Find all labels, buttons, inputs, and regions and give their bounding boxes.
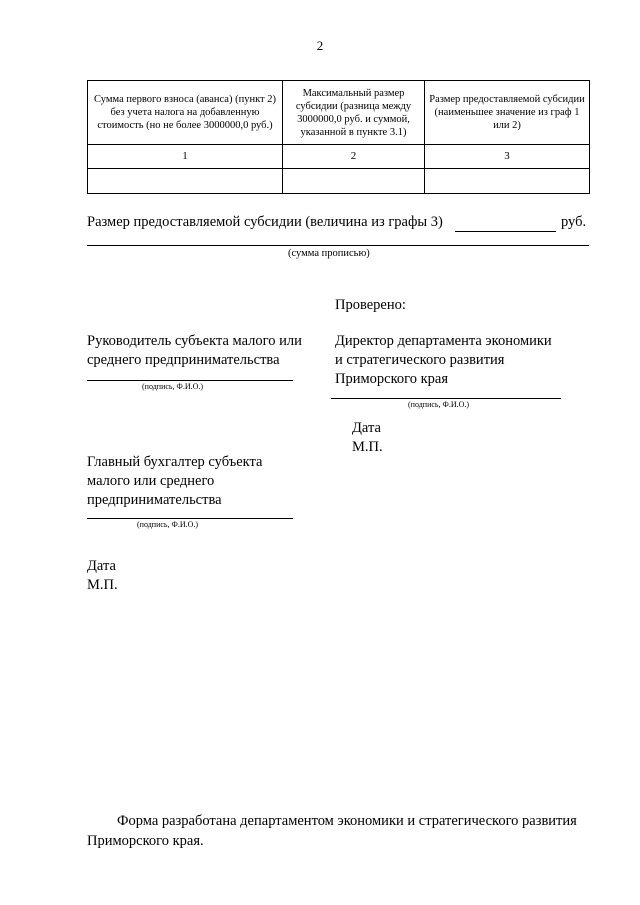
bottom-stamp-label: М.П. [87,577,118,593]
head-title-line2: среднего предпринимательства [87,352,280,368]
subsidy-amount-field[interactable] [455,231,556,232]
amount-in-words-field[interactable] [87,245,589,246]
table-row-column-numbers [88,145,590,169]
accountant-signature-field[interactable] [87,518,293,519]
accountant-title-line3: предпринимательства [87,492,222,508]
column-number-cell: 2 [283,145,425,169]
director-date-stamp [352,419,383,457]
verified-label: Проверено: [335,297,406,313]
director-signature-caption: (подпись, Ф.И.О.) [408,400,470,409]
bottom-date-stamp [87,557,118,595]
accountant-title-line1: Главный бухгалтер субъекта [87,454,263,470]
header-cell-first-payment: Сумма первого взноса (аванса) (пункт 2) без учета налога на добавленную стоимость (но не более 3000000,0 руб.) [88,81,283,145]
header-cell-provided-subsidy: Размер предоставляемой субсидии (наименьшее значение из граф 1 или 2) [425,81,590,145]
director-title-line1: Директор департамента экономики [335,333,552,349]
table-header-row [88,81,590,145]
director-title-line3: Приморского края [335,371,449,387]
amount-in-words-caption: (сумма прописью) [288,248,370,259]
head-signature-field[interactable] [87,380,293,381]
accountant-title-line2: малого или среднего [87,473,215,489]
head-title [87,332,302,370]
column-number-cell: 3 [425,145,590,169]
value-cell-provided-subsidy[interactable] [425,169,590,194]
director-signature-field[interactable] [331,398,561,399]
head-signature-caption: (подпись, Ф.И.О.) [142,382,204,391]
head-title-line1: Руководитель субъекта малого или [87,333,302,349]
accountant-signature-caption: (подпись, Ф.И.О.) [137,520,199,529]
value-cell-max-subsidy[interactable] [283,169,425,194]
director-title-line2: и стратегического развития [335,352,505,368]
footer-line1: Форма разработана департаментом экономики и стратегического развития [117,813,577,829]
header-cell-max-subsidy: Максимальный размер субсидии (разница между 3000000,0 руб. и суммой, указанной в пункте 3.1) [283,81,425,145]
director-title [335,332,552,389]
subsidy-amount-label: Размер предоставляемой субсидии (величина из графы 3) [87,214,443,230]
bottom-date-label: Дата [87,558,116,574]
value-cell-first-payment[interactable] [88,169,283,194]
subsidy-table [87,80,590,194]
director-stamp-label: М.П. [352,439,383,455]
subsidy-amount-unit: руб. [561,214,587,230]
director-date-label: Дата [352,420,381,436]
page-number: 2 [316,38,324,53]
footer-line2: Приморского края. [87,833,204,849]
table-row-values [88,169,590,194]
accountant-title [87,453,262,510]
column-number-cell: 1 [88,145,283,169]
